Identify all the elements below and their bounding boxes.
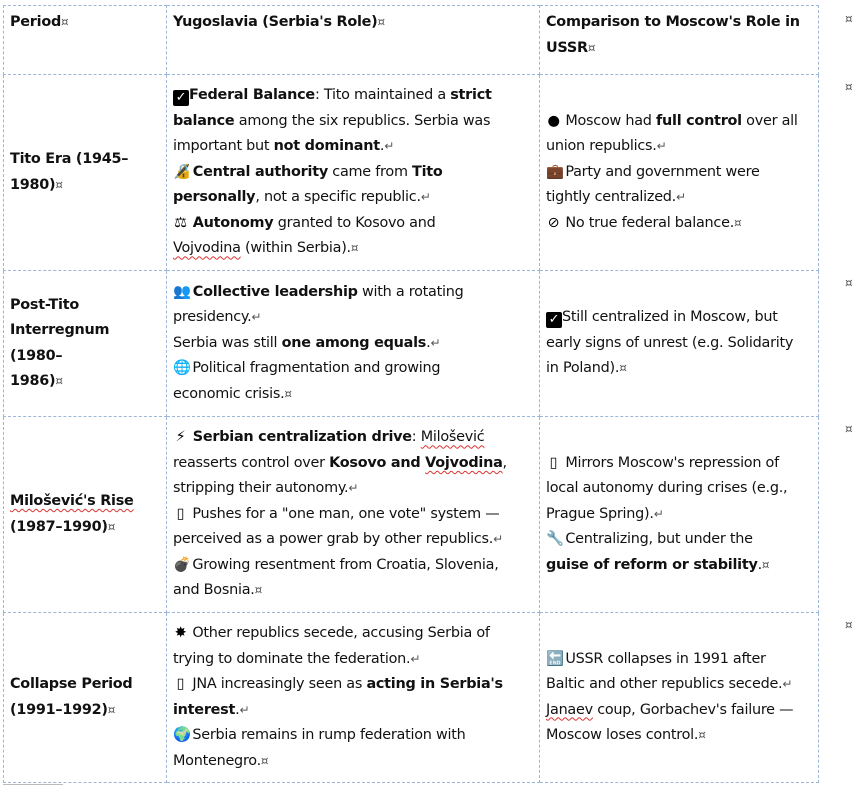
text-bold: Collective leadership xyxy=(188,283,358,300)
period-cell[interactable]: Post-Tito Interregnum (1980– 1986)¤ xyxy=(4,271,167,417)
text: tightly centralized. xyxy=(546,189,677,206)
bullet-icon: ● xyxy=(547,112,560,129)
row-end-mark: ¤ xyxy=(845,12,853,26)
text-bold: Federal Balance xyxy=(189,87,315,104)
ussr-cell[interactable]: ✓ Still centralized in Moscow, but early signs of unrest (e.g. Solidarity in Poland).¤ xyxy=(540,271,819,417)
text: Other republics secede, accusing Serbia of xyxy=(188,625,490,641)
period-label: Interregnum (1980– xyxy=(10,322,110,364)
globe-icon: 🌐 xyxy=(173,360,191,377)
yugoslavia-cell[interactable]: ✓ Federal Balance: Tito maintained a strict balance among the six republics. Serbia was important but not dominant.↵ 🔏 Central authority came from Tito personally, not a specific republic.↵ ⚖ Autonomy granted to Kosovo and Vojvodina (within Serbia).¤ xyxy=(167,75,540,271)
check-icon: ✓ xyxy=(546,312,562,328)
text: Moscow loses control. xyxy=(546,727,699,743)
text: . xyxy=(235,701,240,718)
text: , xyxy=(502,454,507,471)
text: came from xyxy=(327,163,413,180)
text: and Bosnia. xyxy=(173,582,255,599)
text: local autonomy during crises (e.g., xyxy=(546,480,788,497)
text: union republics. xyxy=(546,138,657,155)
text: trying to dominate the federation. xyxy=(173,650,411,667)
text-misspelled: Janaev xyxy=(546,701,593,718)
text: over all xyxy=(741,112,798,129)
text-bold: Autonomy xyxy=(188,214,274,231)
text: stripping their autonomy. xyxy=(173,480,349,497)
row-end-mark: ¤ xyxy=(845,276,853,290)
scales-icon: ⚖ xyxy=(174,214,187,231)
period-label xyxy=(10,489,163,515)
period-cell[interactable]: Tito Era (1945– 1980)¤ xyxy=(4,75,167,271)
globe-africa-icon: 🌍 xyxy=(173,727,191,743)
text: among the six republics. Serbia was xyxy=(234,112,491,129)
text: important but xyxy=(173,138,274,155)
text: Mirrors Moscow's repression of xyxy=(561,454,779,471)
text-bold: one among equals xyxy=(281,334,427,351)
period-label: 1986) xyxy=(10,373,56,389)
ussr-cell[interactable]: 🔚 USSR collapses in 1991 after Baltic and other republics secede.↵ Janaev coup, Gorbachev's failure — Moscow loses control.¤ xyxy=(540,613,819,783)
row-end-mark: ¤ xyxy=(845,422,853,436)
text: coup, Gorbachev's failure — xyxy=(592,701,794,718)
text: reasserts control over xyxy=(173,454,330,471)
text: Serbia remains in rump federation with xyxy=(188,727,466,743)
table-row xyxy=(4,271,819,417)
period-label: Collapse Period xyxy=(10,676,133,692)
missing-glyph-icon: ▯ xyxy=(549,454,558,471)
text-bold: Tito xyxy=(412,163,443,180)
text-bold: Kosovo and xyxy=(329,454,426,471)
period-label-text: Milošević's Rise xyxy=(10,493,134,509)
table-header-row xyxy=(4,6,819,75)
wrench-icon: 🔧 xyxy=(546,531,564,548)
table-row xyxy=(4,75,819,271)
header-yugoslavia: Yugoslavia (Serbia's Role) xyxy=(173,14,378,30)
text-bold: full control xyxy=(656,112,742,129)
text: Party and government were xyxy=(561,163,760,180)
period-label: 1980) xyxy=(10,176,56,193)
period-label: Tito Era (1945– xyxy=(10,151,129,167)
text-misspelled: Milošević xyxy=(420,429,485,446)
header-comparison-line2: USSR xyxy=(546,39,588,56)
text: Political fragmentation and growing xyxy=(188,360,441,377)
header-period: Period xyxy=(10,14,62,30)
missing-glyph-icon: ▯ xyxy=(176,505,185,522)
text-bold: Central authority xyxy=(188,163,328,180)
text: Prague Spring). xyxy=(546,505,654,522)
text: . xyxy=(757,556,762,573)
text: . xyxy=(426,334,431,351)
text-bold: personally xyxy=(173,189,256,206)
comparison-table xyxy=(3,5,819,783)
text: : xyxy=(411,429,421,446)
text: . xyxy=(379,138,385,155)
text-bold: guise of reform or stability xyxy=(546,556,758,573)
text-bold: not dominant xyxy=(273,138,380,155)
text-misspelled: Vojvodina xyxy=(173,240,241,257)
text: : Tito maintained a xyxy=(314,87,451,104)
text: Growing resentment from Croatia, Slovenia, xyxy=(188,556,499,573)
table-row xyxy=(4,417,819,613)
text: early signs of unrest (e.g. Solidarity xyxy=(546,334,794,351)
text-bold: strict xyxy=(450,87,492,104)
period-label: (1987–1990) xyxy=(10,518,108,535)
text-bold: acting in Serbia's xyxy=(366,676,503,692)
text: No true federal balance. xyxy=(561,214,735,231)
text: in Poland). xyxy=(546,360,620,377)
table-row xyxy=(4,613,819,783)
text-bold-misspelled: Vojvodina xyxy=(425,454,503,471)
group-icon: 👥 xyxy=(173,283,191,300)
header-cell-period[interactable]: Period¤ xyxy=(4,6,167,75)
lock-icon: 🔏 xyxy=(173,163,191,180)
ussr-cell[interactable]: ▯ Mirrors Moscow's repression of local autonomy during crises (e.g., Prague Spring).↵ 🔧 Centralizing, but under the guise of reform or stability.¤ xyxy=(540,417,819,613)
period-label: Post-Tito xyxy=(10,296,79,313)
text: with a rotating xyxy=(357,283,464,300)
text: USSR collapses in 1991 after xyxy=(561,650,766,667)
lightning-icon: ⚡ xyxy=(175,429,186,446)
period-cell[interactable]: Milošević's Rise (1987–1990)¤ xyxy=(4,417,167,613)
text: granted to Kosovo and xyxy=(273,214,436,231)
burst-icon: ✸ xyxy=(174,625,187,641)
text-bold: Serbian centralization drive xyxy=(188,429,412,446)
prohibited-icon: ⊘ xyxy=(547,214,560,231)
briefcase-icon: 💼 xyxy=(546,163,564,180)
text: JNA increasingly seen as xyxy=(188,676,367,692)
row-end-mark: ¤ xyxy=(845,618,853,632)
text-bold: interest xyxy=(173,701,236,718)
text: Centralizing, but under the xyxy=(561,531,753,548)
text: Pushes for a "one man, one vote" system — xyxy=(188,505,500,522)
yugoslavia-cell[interactable]: 👥 Collective leadership with a rotating presidency.↵ Serbia was still one among equals.↵ 🌐 Political fragmentation and growing economic crisis.¤ xyxy=(167,271,540,417)
yugoslavia-cell[interactable]: ✸ Other republics secede, accusing Serbia of trying to dominate the federation.↵ ▯ JNA increasingly seen as acting in Serbia's interest.↵ 🌍 Serbia remains in rump federation with Montenegro.¤ xyxy=(167,613,540,783)
missing-glyph-icon: ▯ xyxy=(176,676,185,692)
yugoslavia-cell[interactable]: ⚡ Serbian centralization drive: Milošević reasserts control over Kosovo and Vojvodina, stripping their autonomy.↵ ▯ Pushes for a "one man, one vote" system — perceived as a power grab by other republics.↵ 💣 Growing resentment from Croatia, Slovenia, and Bosnia.¤ xyxy=(167,417,540,613)
period-label: (1991–1992) xyxy=(10,701,108,718)
text: , not a specific republic. xyxy=(255,189,421,206)
text: Serbia was still xyxy=(173,334,282,351)
bomb-icon: 💣 xyxy=(173,556,191,573)
text: (within Serbia). xyxy=(240,240,351,257)
text: Montenegro. xyxy=(173,752,261,769)
text: economic crisis. xyxy=(173,385,285,402)
text-bold: balance xyxy=(173,112,235,129)
text: presidency. xyxy=(173,309,252,326)
text: Baltic and other republics secede. xyxy=(546,676,783,692)
row-end-mark: ¤ xyxy=(845,80,853,94)
header-cell-yugoslavia[interactable]: Yugoslavia (Serbia's Role)¤ xyxy=(167,6,540,75)
header-cell-comparison[interactable]: Comparison to Moscow's Role in USSR¤ xyxy=(540,6,819,75)
period-cell[interactable]: Collapse Period (1991–1992)¤ xyxy=(4,613,167,783)
ussr-cell[interactable]: ● Moscow had full control over all union republics.↵ 💼 Party and government were tightly centralized.↵ ⊘ No true federal balance.¤ xyxy=(540,75,819,271)
end-arrow-icon: 🔚 xyxy=(546,650,564,667)
page-bottom-rule xyxy=(3,784,63,785)
text: perceived as a power grab by other republics. xyxy=(173,531,494,548)
header-comparison-line1: Comparison to Moscow's Role in xyxy=(546,14,800,30)
check-icon: ✓ xyxy=(173,90,189,106)
text: Moscow had xyxy=(561,112,657,129)
text: Still centralized in Moscow, but xyxy=(562,309,778,326)
